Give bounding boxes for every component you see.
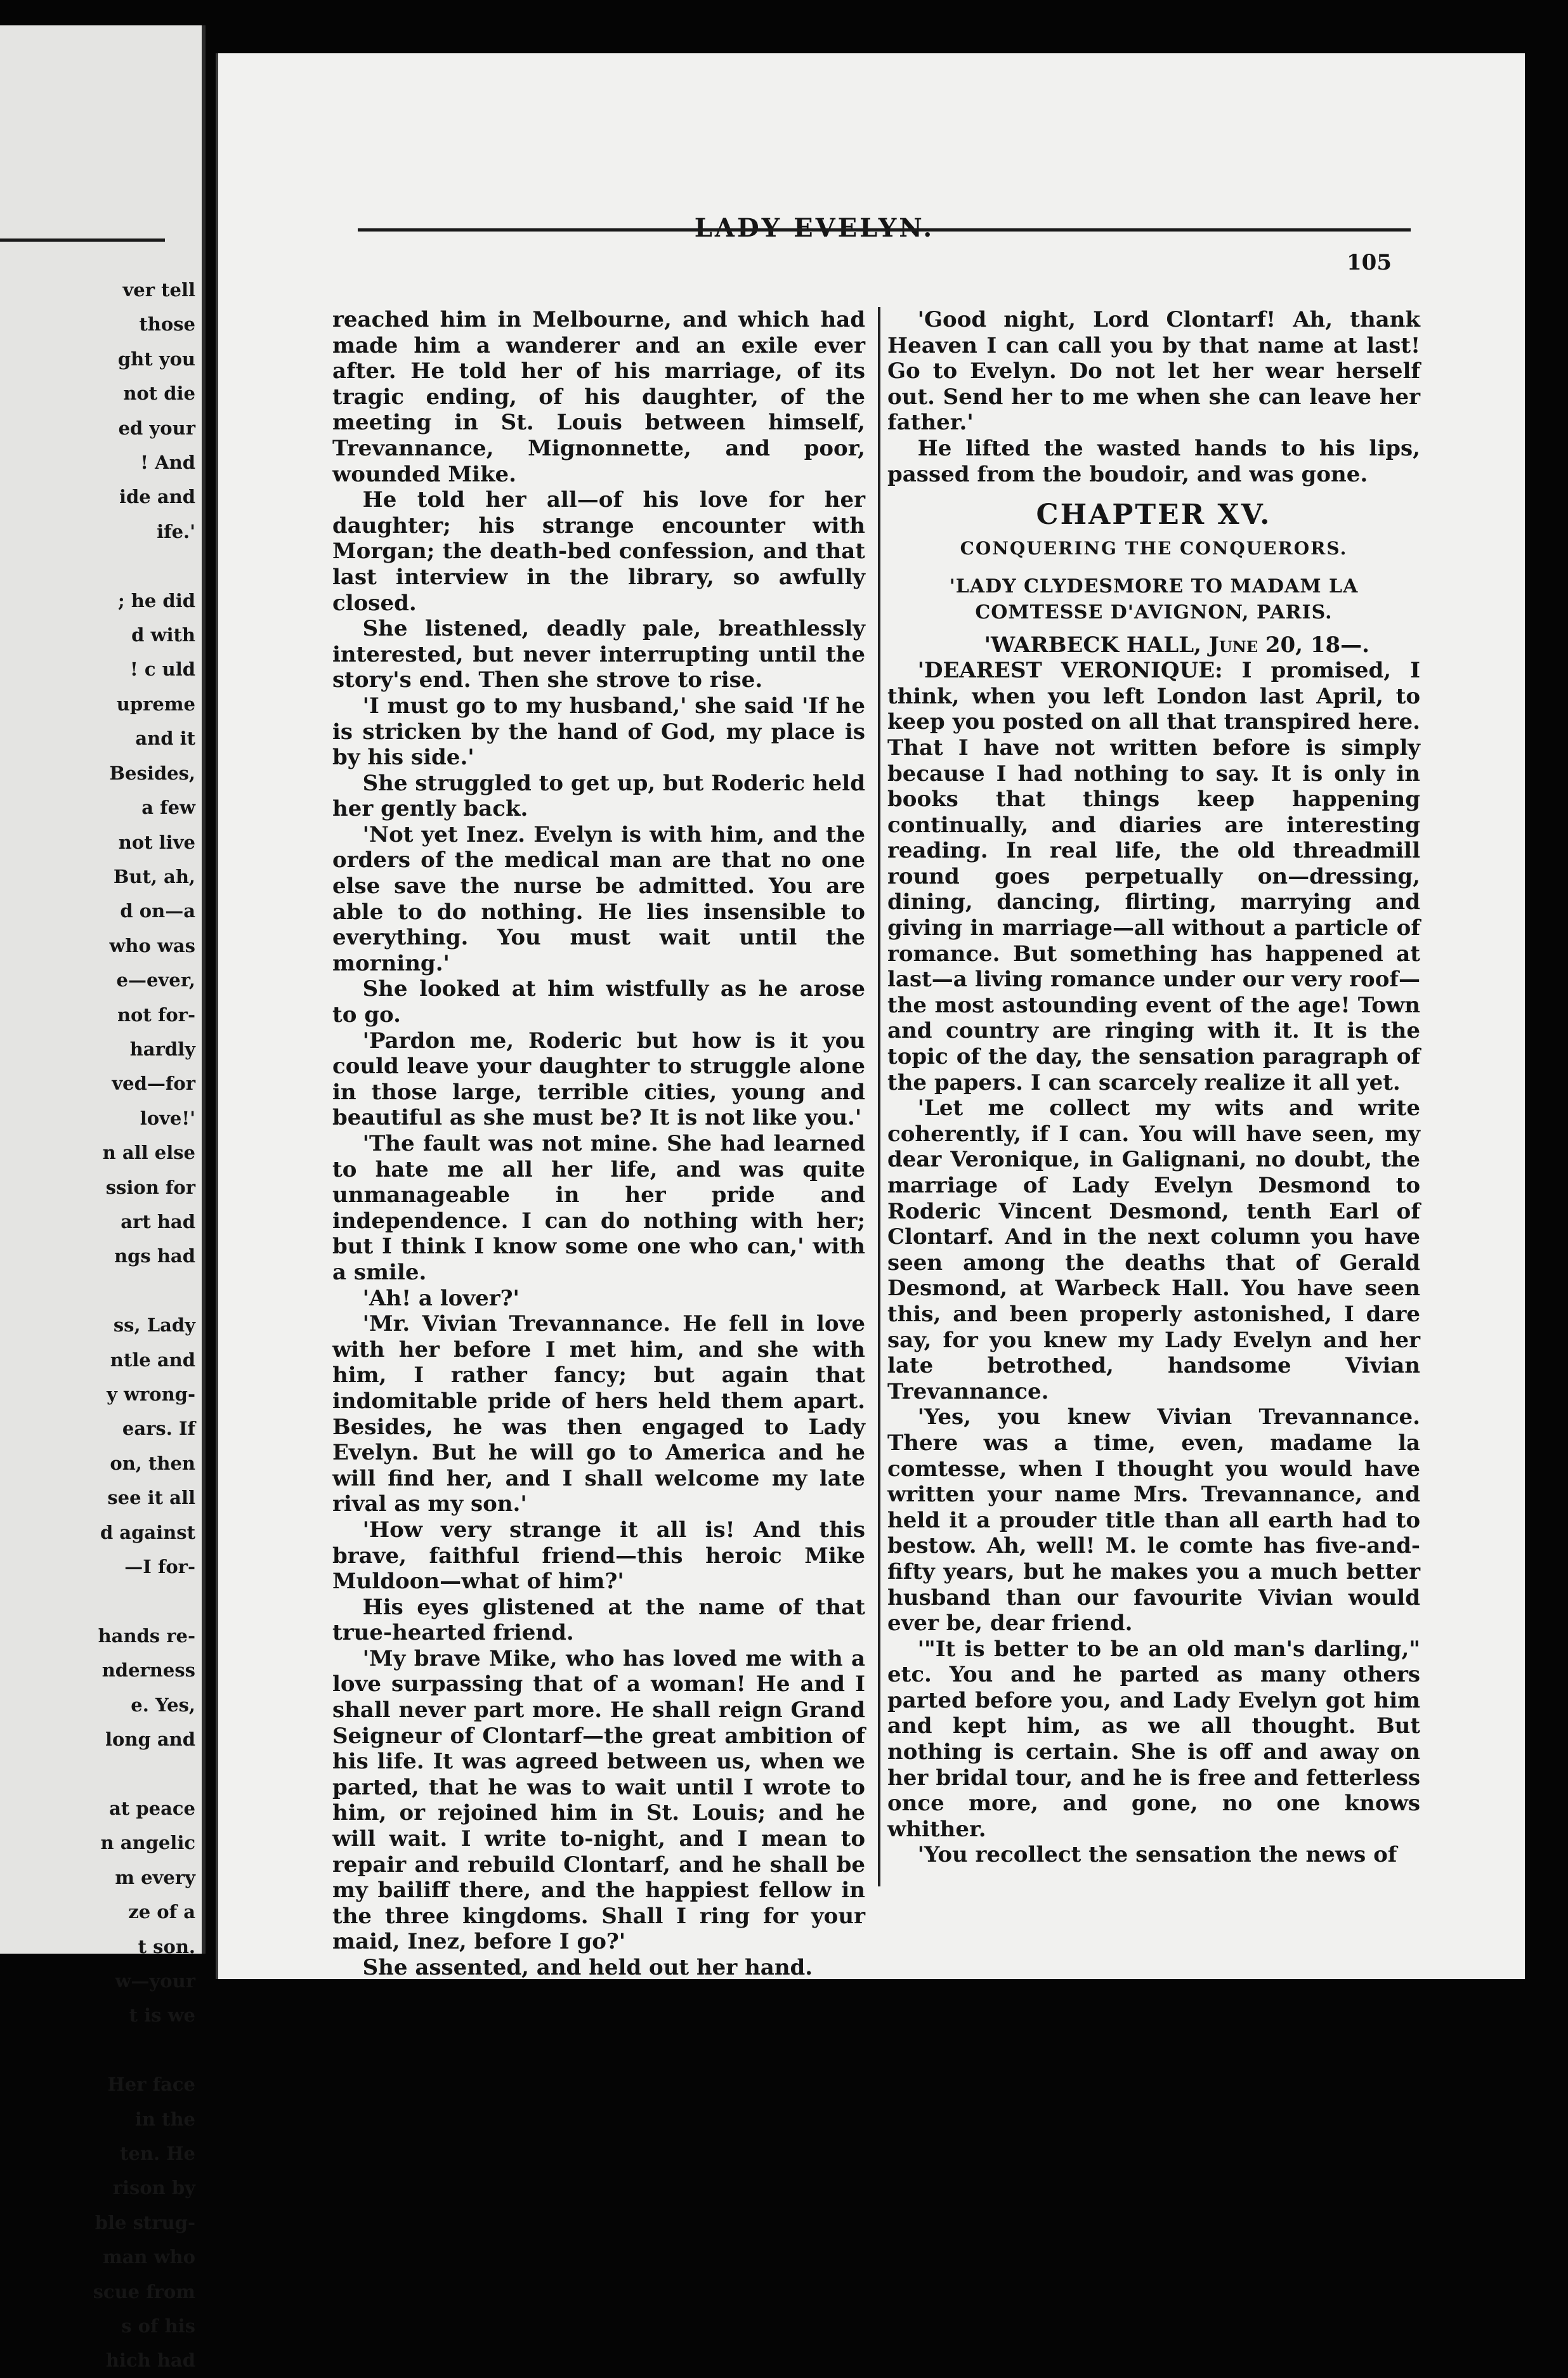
paragraph: 'You recollect the sensation the news of (917, 1842, 1397, 1868)
facing-page-line: d with (131, 624, 195, 646)
facing-page-line (0, 549, 202, 583)
paragraph: 'My brave Mike, who has loved me with a love surpassing that of a woman! He and I shall never part more. He shall reign Grand Seigneur of Clontarf—the great ambition of his life. It was agreed between us, when we parted, that he was to wait until I wrote to him, or rejoined him in St. Louis; and he will wait. I write to-night, and I mean to repair and rebuild Clontarf, and he shall be my bailiff there, and the happiest fellow in the three kingdoms. Shall I ring for your maid, Inez, before I go?' (332, 1645, 865, 1955)
facing-page-line: y wrong- (107, 1383, 195, 1405)
facing-page-line: on, then (110, 1452, 195, 1474)
facing-page-line: ! And (140, 452, 195, 474)
paragraph: 'I must go to my husband,' she said 'If he is stricken by the hand of God, my place is by his side.' (332, 693, 865, 771)
page-number: 105 (1347, 250, 1392, 275)
facing-page-line: ten. He (120, 2142, 195, 2164)
chapter-title: CHAPTER XV. (1036, 499, 1272, 532)
facing-page-line: rison by (112, 2177, 195, 2199)
facing-page-line: hands re- (98, 1624, 195, 1647)
paragraph: 'Pardon me, Roderic but how is it you could leave your daughter to struggle alone in those large, terrible cities, young and beautiful as she must be? It is not like you.' (332, 1028, 865, 1131)
paragraph: She struggled to get up, but Roderic held her gently back. (332, 770, 865, 822)
facing-page-line: m every (115, 1866, 195, 1888)
facing-page-line: e. Yes, (131, 1694, 195, 1716)
left-text-column (332, 307, 865, 1981)
facing-page-line (0, 2033, 202, 2067)
facing-page-line: ssion for (105, 1176, 195, 1198)
facing-page-line: ze of a (128, 1901, 195, 1923)
facing-page-line: in the (134, 2108, 195, 2130)
paragraph: 'Mr. Vivian Trevannance. He fell in love with her before I met him, and she with him, I rather fancy; but again that indomitable pride of hers held them apart. Besides, he was then engaged to Lady Evelyn. But he will go to America and he will find her, and I shall welcome my late rival as my son.' (332, 1311, 865, 1517)
paragraph: 'The fault was not mine. She had learned to hate me all her life, and was quite unmanageable in her pride and independence. I can do nothing with her; but I think I know some one who can,' with a smile. (332, 1131, 865, 1285)
facing-page-line: ; he did (117, 589, 195, 611)
facing-page-line: ght you (117, 348, 195, 370)
facing-page-line: t is we (129, 2004, 195, 2027)
facing-page-line (0, 1756, 202, 1791)
paragraph: She assented, and held out her hand. (362, 1955, 813, 1980)
facing-page-line (0, 1584, 202, 1618)
facing-page-line: hich had (105, 2349, 195, 2372)
paragraph: She listened, deadly pale, breathlessly interested, but never interrupting until the story's end. Then she strove to rise. (332, 616, 865, 693)
facing-page-line: ntle and (110, 1349, 195, 1371)
facing-page-line: those (139, 313, 195, 336)
letter-date: 'WARBECK HALL, June 20, 18—. (984, 632, 1369, 658)
paragraph: '"It is better to be an old man's darling," etc. You and he parted as many others parted before you, and Lady Evelyn got him and kept him, as we all thought. But nothing is certain. She is off and away on her bridal tour, and he is free and fetterless once more, and gone, no one knows whither. (887, 1636, 1420, 1842)
paragraph: 'Ah! a lover?' (362, 1285, 519, 1311)
facing-page-line: ide and (119, 486, 195, 508)
facing-page-line: not live (118, 831, 195, 853)
paragraph: He lifted the wasted hands to his lips, passed from the boudoir, and was gone. (887, 435, 1420, 487)
letter-body (887, 658, 1420, 1868)
facing-page-line: not for- (117, 1003, 195, 1026)
facing-page-line: who was (109, 934, 195, 957)
page-header (218, 213, 1411, 275)
facing-page-line: ved—for (112, 1073, 195, 1095)
paragraph: His eyes glistened at the name of that true-hearted friend. (332, 1594, 865, 1646)
book-page (216, 53, 1525, 1979)
facing-page-line: n all else (102, 1142, 195, 1164)
paragraph: 'Good night, Lord Clontarf! Ah, thank Heaven I can call you by that name at last! Go to Evelyn. Do not let her wear herself out. Send her to me when she can leave her father.' (887, 307, 1420, 436)
right-text-column (887, 307, 1420, 1868)
facing-page-line: long and (105, 1728, 195, 1751)
facing-page-line: at peace (109, 1797, 195, 1819)
facing-page-line: ! c uld (130, 658, 195, 681)
facing-page-line: e—ever, (116, 969, 195, 991)
facing-page-line: ble strug- (95, 2211, 195, 2233)
paragraph: She looked at him wistfully as he arose to go. (332, 976, 865, 1028)
paragraph: 'Yes, you knew Vivian Trevannance. There was a time, even, madame la comtesse, when I thought you would have written your name Mrs. Trevannance, and held it a prouder title than all earth had to bestow. Ah, well! M. le comte has five-and-fifty years, but he makes you a much better husband than our favourite Vivian would ever be, dear friend. (887, 1404, 1420, 1637)
column-divider (878, 307, 880, 1886)
facing-page-line: upreme (116, 693, 195, 715)
facing-page-strip (0, 25, 206, 2372)
paragraph: 'DEAREST VERONIQUE: I promised, I think, when you left London last April, to keep you posted on all that transpired here. That I have not written before is simply because I had nothing to say. It is only in books that things keep happening continually, and diaries are interesting reading. In real life, the old threadmill round goes perpetually on—dressing, dining, dancing, flirting, marrying and giving in marriage—all without a particle of romance. But something has happened at last—a living romance under our very roof—the most astounding event of the age! Town and country are ringing with it. It is the topic of the day, the sensation paragraph of the papers. I can scarcely realize it all yet. (887, 658, 1420, 1095)
facing-page-line: ed your (118, 417, 195, 439)
facing-page-line: and it (135, 728, 195, 750)
letter-heading: 'LADY CLYDESMORE TO MADAM LA COMTESSE D'AVIGNON, PARIS. (949, 575, 1359, 624)
facing-page-line (0, 1274, 202, 1308)
paragraph: 'Let me collect my wits and write coherently, if I can. You will have seen, my dear Veronique, in Galignani, no doubt, the marriage of Lady Evelyn Desmond to Roderic Vincent Desmond, tenth Earl of Clontarf. And in the next column you have seen among the deaths that of Gerald Desmond, at Warbeck Hall. You have seen this, and been properly astonished, I dare say, for you knew my Lady Evelyn and her late betrothed, handsome Vivian Trevannance. (887, 1095, 1420, 1404)
facing-page-line: ngs had (114, 1245, 195, 1267)
paragraph: 'Not yet Inez. Evelyn is with him, and the orders of the medical man are that no one else save the nurse be admitted. You are able to do nothing. He lies insensible to everything. You must wait until the morning.' (332, 821, 865, 976)
facing-page-line: hardly (129, 1038, 195, 1060)
facing-page-line: not die (123, 382, 195, 405)
facing-page-line: —I for- (124, 1556, 195, 1578)
facing-page-line: ss, Lady (113, 1314, 195, 1336)
facing-page-line: scue from (93, 2280, 195, 2303)
facing-page-line: nderness (101, 1659, 195, 1682)
facing-page-line: t son. (138, 1935, 195, 1957)
running-head: LADY EVELYN. (694, 213, 935, 243)
facing-page-line: ears. If (122, 1418, 195, 1440)
facing-page-line: d against (100, 1521, 195, 1543)
chapter-subtitle: CONQUERING THE CONQUERORS. (960, 537, 1348, 559)
facing-page-line: see it all (107, 1487, 195, 1509)
facing-page-line: ver tell (122, 279, 195, 301)
facing-page-line: w—your (115, 1970, 195, 1992)
facing-page-line: d on—a (120, 900, 195, 922)
facing-page-line: Her face (107, 2074, 195, 2096)
paragraph: reached him in Melbourne, and which had made him a wanderer and an exile ever after. He told her of his marriage, of its tragic ending, of his daughter, of the meeting in St. Louis between himself, Trevannance, Mignonnette, and poor, wounded Mike. (332, 307, 865, 487)
facing-page-line: man who (102, 2246, 195, 2268)
paragraph: He told her all—of his love for her daughter; his strange encounter with Morgan; the death-bed confession, and that last interview in the library, so awfully closed. (332, 487, 865, 616)
facing-page-line: a few (141, 797, 195, 819)
facing-page-text (0, 273, 202, 2378)
facing-page-line: love!' (140, 1107, 195, 1129)
facing-page-line: But, ah, (113, 865, 195, 887)
paragraph: 'How very strange it all is! And this brave, faithful friend—this heroic Mike Muldoon—what of him?' (332, 1517, 865, 1595)
facing-page-line: s of his (121, 2315, 195, 2337)
right-column-opening (887, 307, 1420, 487)
facing-page-rule (0, 238, 165, 242)
facing-page-line: ife.' (157, 520, 195, 542)
facing-page-line: art had (121, 1210, 195, 1232)
facing-page-line: Besides, (109, 762, 195, 784)
facing-page-line: n angelic (100, 1832, 195, 1854)
header-rule (358, 228, 1411, 232)
